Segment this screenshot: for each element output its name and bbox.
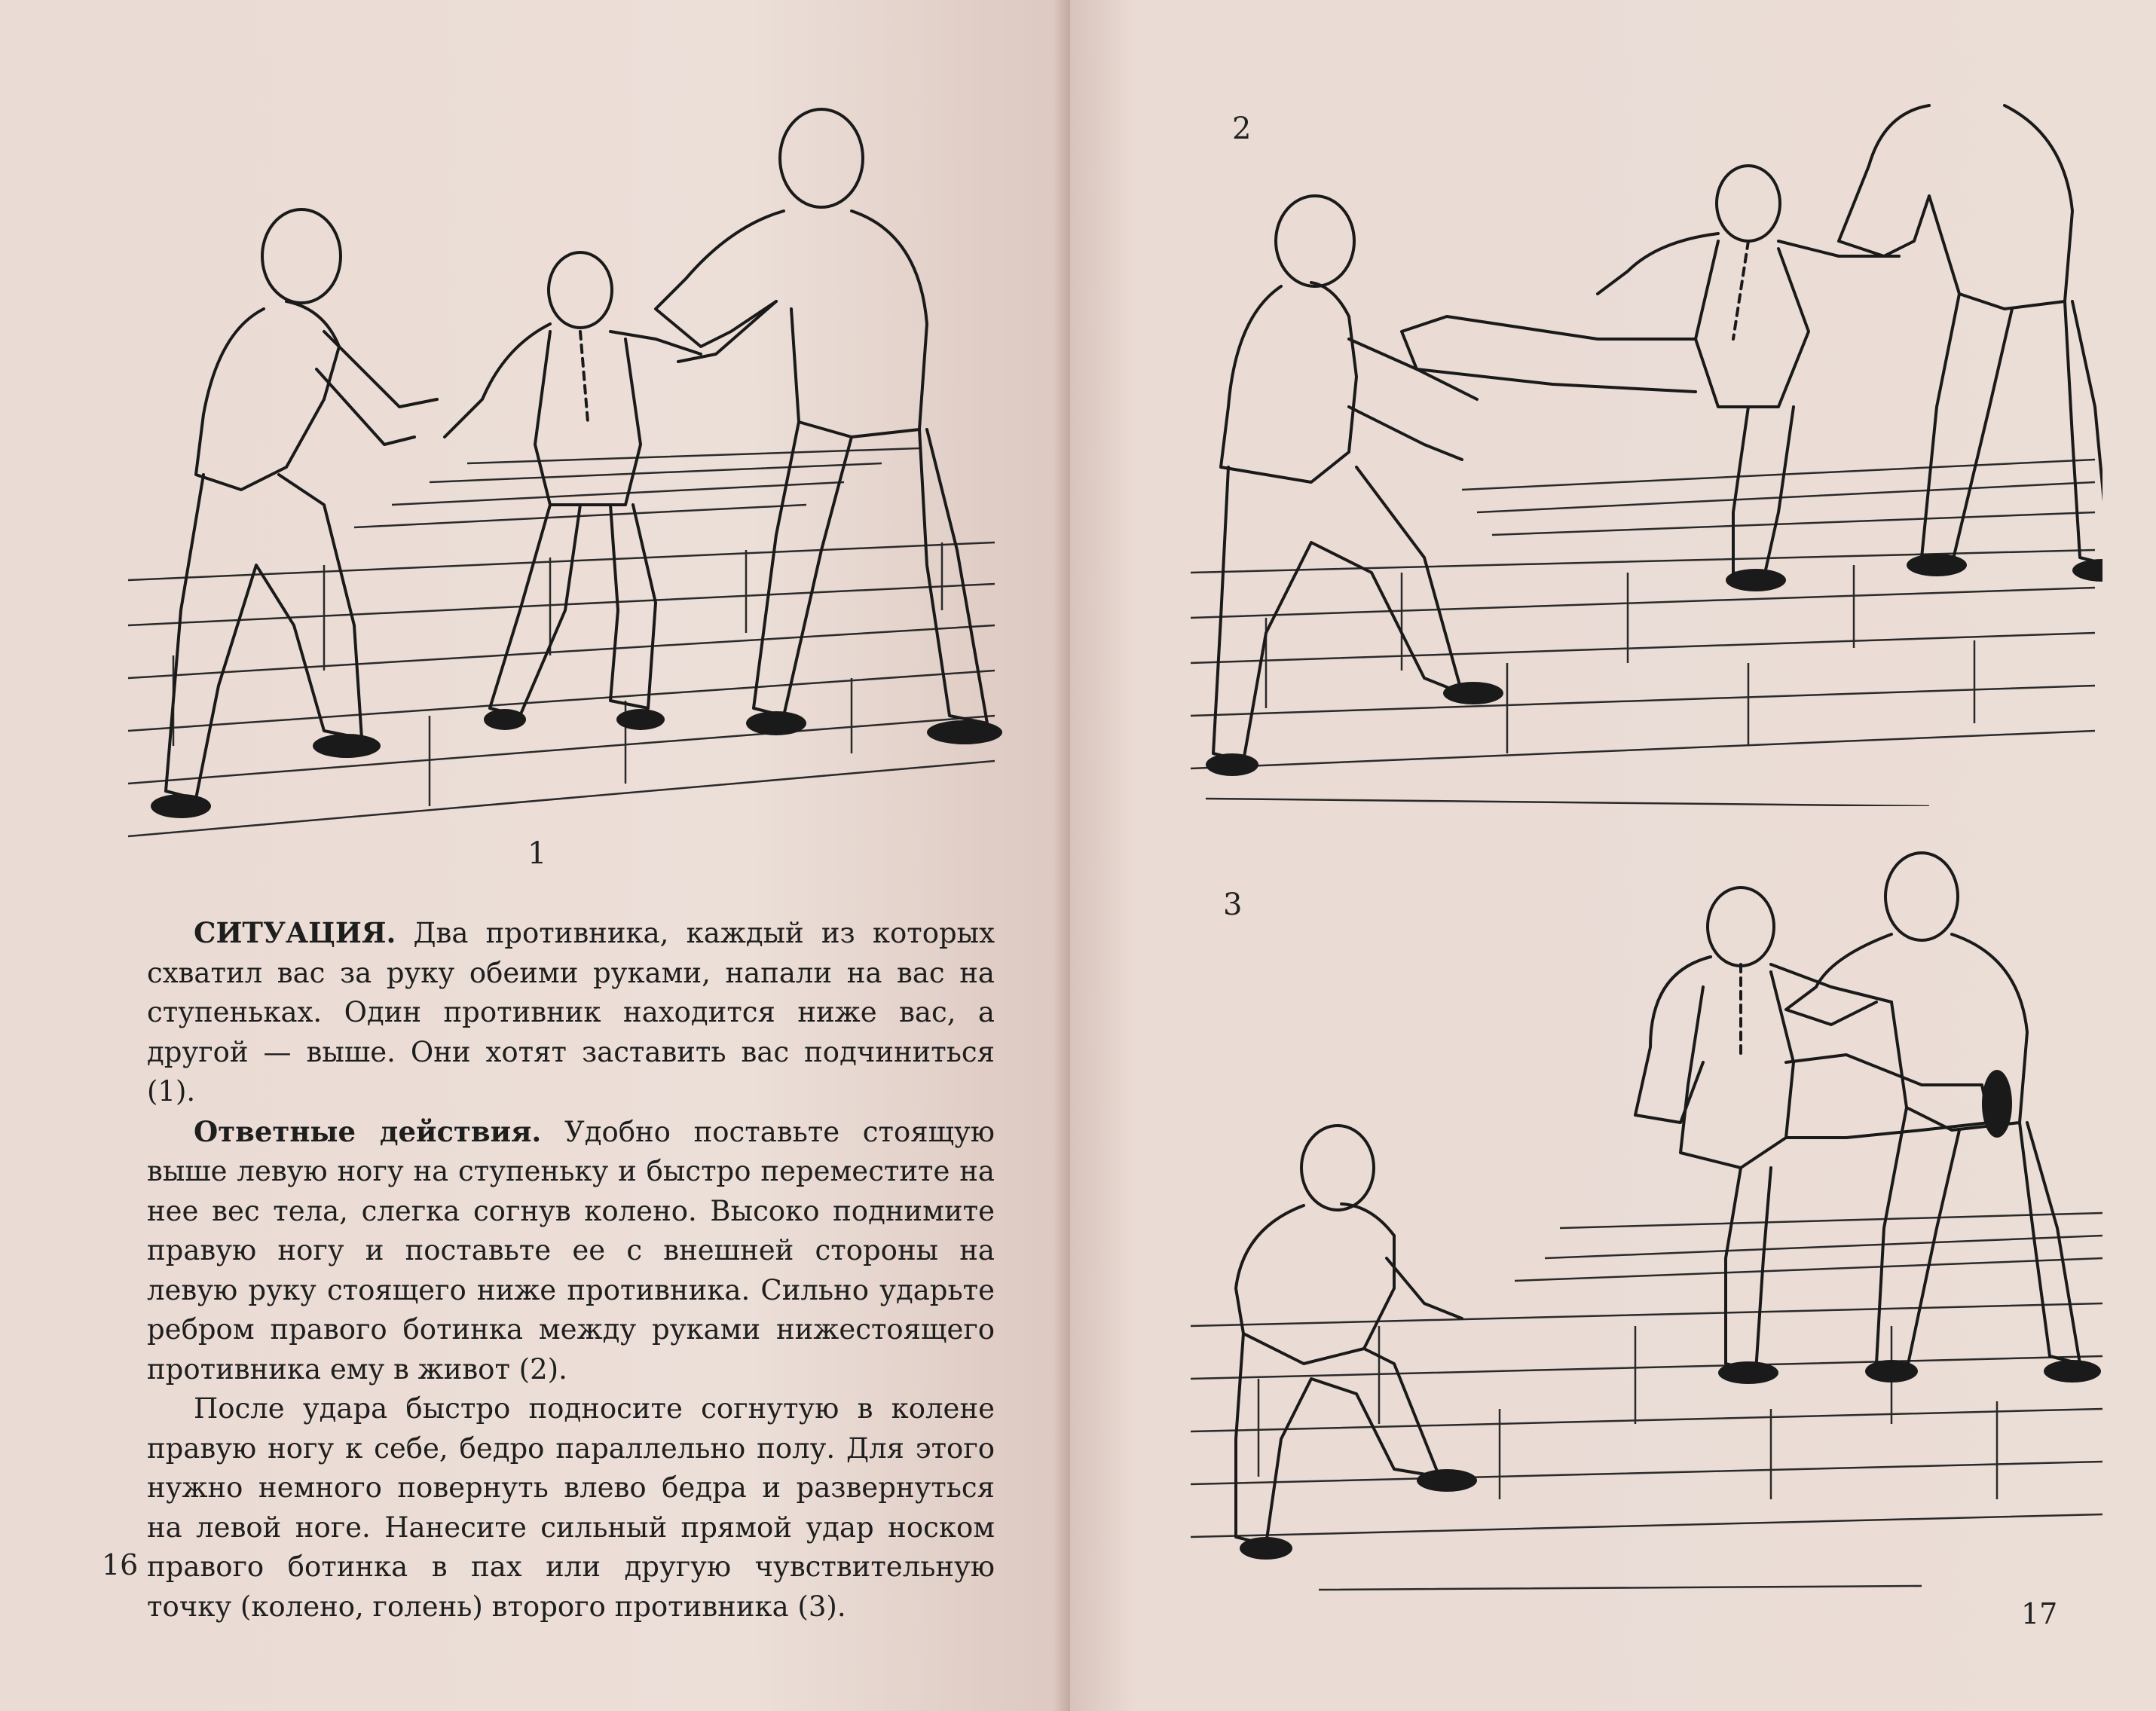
figure-person-upper (656, 109, 987, 723)
figure-3-number: 3 (1223, 888, 1243, 922)
illustration-figure-1 (128, 83, 1017, 851)
page-number-left: 16 (102, 1548, 139, 1581)
stairs-drawing (1191, 460, 2095, 806)
illustration-figure-3 (1168, 836, 2110, 1605)
stairs-drawing (1191, 1213, 2102, 1590)
paragraph-text: Два противника, каждый из которых схватил вас за руку обеими руками, напали на вас на ступеньках. Один противник находится ниже вас, а другой — выше. Они хотят заставить вас подчиниться (1). (147, 917, 995, 1108)
paragraph-lead: СИТУАЦИЯ. (194, 916, 396, 949)
figure-1-number: 1 (528, 836, 547, 871)
paragraph-response (147, 1112, 995, 1390)
paragraph-lead: Ответные действия. (194, 1114, 542, 1148)
paragraph-text: После удара быстро подносите согнутую в колене правую ногу к себе, бедро параллельно полу. Для этого нужно немного повернуть влево бедра и развернуться на левой ноге. Нанесите сильный прямой удар носком правого ботинка в пах или другую чувствительную точку (колено, голень) второго противника (3). (147, 1392, 995, 1623)
page-number-right: 17 (2021, 1597, 2058, 1630)
left-page (0, 0, 1070, 1711)
figure-person-victim (1402, 166, 1899, 580)
figure-person-upper (1839, 105, 2102, 565)
illustration-figure-2 (1176, 90, 2102, 806)
figure-person-victim (1635, 888, 1989, 1371)
stairs-drawing (128, 448, 995, 836)
figure-person-upper (1786, 853, 2080, 1371)
paragraph-followup (147, 1389, 995, 1627)
figure-2-number: 2 (1232, 112, 1252, 146)
figure-person-lower (1213, 196, 1477, 761)
paragraph-situation (147, 913, 995, 1112)
paragraph-text: Удобно поставьте стоящую выше левую ногу на ступеньку и быстро переместите на нее вес тела, слегка согнув колено. Высоко поднимите правую ногу и поставьте ее с внешней стороны на левую руку стоящего ниже противника. Сильно ударьте ребром правого ботинка между руками нижестоящего противника ему в живот (2). (147, 1115, 995, 1386)
body-text (147, 913, 995, 1627)
right-page (1070, 0, 2156, 1711)
